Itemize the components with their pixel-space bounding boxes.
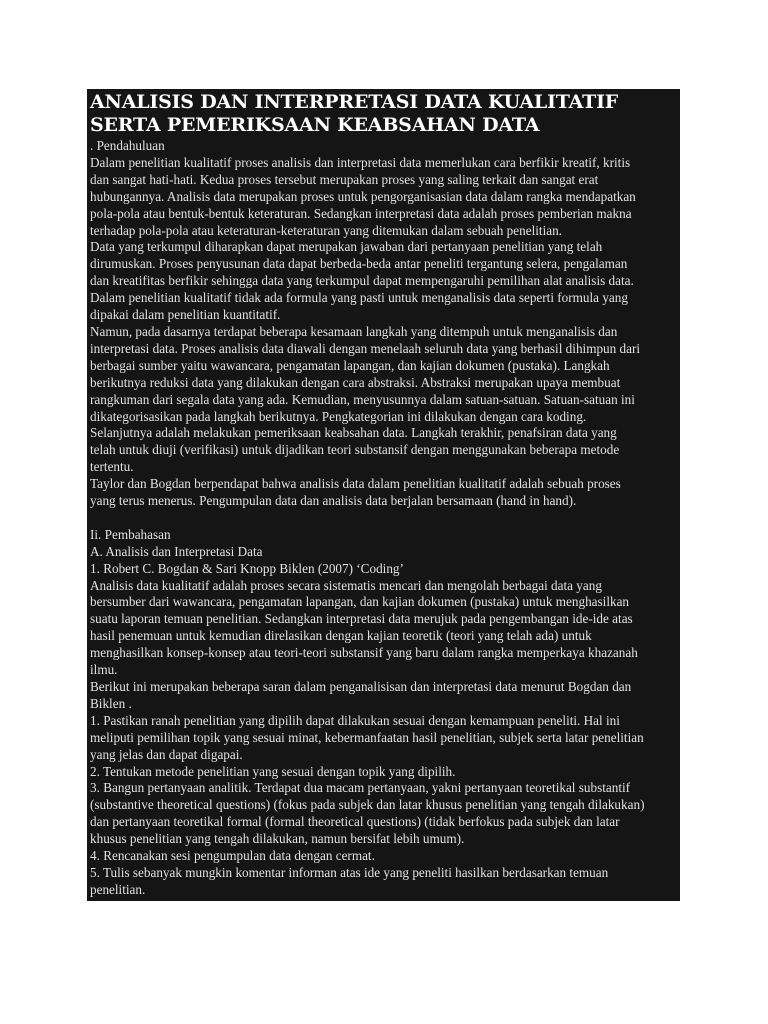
document-line: Analisis data kualitatif adalah proses secara sistematis mencari dan mengolah berbagai data yang: [90, 577, 602, 593]
document-line: Taylor dan Bogdan berpendapat bahwa analisis data dalam penelitian kualitatif adalah sebuah proses: [90, 476, 621, 492]
document-body: [90, 138, 677, 899]
document-line: Selanjutnya adalah melakukan pemeriksaan keabsahan data. Langkah terakhir, penafsiran data yang: [90, 425, 617, 441]
document-line: meliputi pemilihan topik yang sesuai minat, kebermanfaatan hasil penelitian, subjek serta latar penelitian: [90, 729, 644, 745]
document-line: berbagai sumber yaitu wawancara, pengamatan lapangan, dan kajian dokumen (pustaka). Langkah: [90, 357, 610, 373]
document-line: Namun, pada dasarnya terdapat beberapa kesamaan langkah yang ditempuh untuk menganalisis dan: [90, 323, 618, 339]
document-line: pola-pola atau bentuk-bentuk keteraturan. Sedangkan interpretasi data adalah proses pemberian makna: [90, 205, 632, 221]
document-line: bersumber dari wawancara, pengamatan lapangan, dan kajian dokumen (pustaka) untuk menghasilkan: [90, 594, 630, 610]
document-line: hubungannya. Analisis data merupakan proses untuk pengorganisasian data dalam rangka mendapatkan: [90, 188, 636, 204]
document-line: Berikut ini merupakan beberapa saran dalam penganalisisan dan interpretasi data menurut Bogdan dan: [90, 678, 632, 694]
document-line: dan pertanyaan teoretikal formal (formal theoretical questions) (tidak berfokus pada subjek dan latar: [90, 814, 620, 830]
document-panel: [87, 89, 680, 901]
document-line: Data yang terkumpul diharapkan dapat merupakan jawaban dari pertanyaan penelitian yang telah: [90, 239, 603, 255]
document-line: dirumuskan. Proses penyusunan data dapat berbeda-beda antar peneliti tergantung selera, pengalaman: [90, 256, 628, 272]
document-line: dikategorisasikan pada langkah berikutnya. Pengkategorian ini dilakukan dengan cara koding.: [90, 408, 587, 424]
document-line: terhadap pola-pola atau keteraturan-keteraturan yang ditemukan dalam sebuah penelitian.: [90, 222, 562, 238]
document-line: dipakai dalam penelitian kuantitatif.: [90, 307, 281, 323]
document-line: Dalam penelitian kualitatif proses analisis dan interpretasi data memerlukan cara berfikir kreatif, kritis: [90, 154, 631, 170]
document-line: tertentu.: [90, 459, 134, 475]
document-line: 3. Bangun pertanyaan analitik. Terdapat dua macam pertanyaan, yakni pertanyaan teoretikal substantif: [90, 780, 631, 796]
document-title: ANALISIS DAN INTERPRETASI DATA KUALITATIF SERTA PEMERIKSAAN KEABSAHAN DATA: [90, 91, 619, 136]
document-line: 1. Pastikan ranah penelitian yang dipilih dapat dilakukan sesuai dengan kemampuan peneliti. Hal ini: [90, 712, 620, 728]
document-line: Ii. Pembahasan: [90, 526, 171, 542]
document-line: 2. Tentukan metode penelitian yang sesuai dengan topik yang dipilih.: [90, 763, 456, 779]
document-line: dan sangat hati-hati. Kedua proses tersebut merupakan proses yang saling terkait dan sangat erat: [90, 171, 599, 187]
document-line: ilmu.: [90, 662, 118, 678]
document-line: berikutnya reduksi data yang dilakukan dengan cara abstraksi. Abstraksi merupakan upaya membuat: [90, 374, 621, 390]
document-line: dan kreatifitas berfikir sehingga data yang terkumpul dapat mempengaruhi pemilihan alat analisis data.: [90, 273, 634, 289]
document-line: 5. Tulis sebanyak mungkin komentar informan atas ide yang peneliti hasilkan berdasarkan temuan: [90, 864, 609, 880]
document-line: (substantive theoretical questions) (fokus pada subjek dan latar khusus penelitian yang tengah dilakukan): [90, 797, 645, 813]
document-line: Dalam penelitian kualitatif tidak ada formula yang pasti untuk menganalisis data seperti formula yang: [90, 290, 628, 306]
document-line: [90, 510, 677, 527]
document-line: telah untuk diuji (verifikasi) untuk dijadikan teori substansif dengan menggunakan beberapa metode: [90, 442, 620, 458]
document-line: yang jelas dan dapat digapai.: [90, 746, 243, 762]
document-line: A. Analisis dan Interpretasi Data: [90, 543, 263, 559]
document-line: hasil penemuan untuk kemudian direlasikan dengan kajian teoretik (teori yang telah ada) untuk: [90, 628, 592, 644]
document-line: 4. Rencanakan sesi pengumpulan data dengan cermat.: [90, 848, 375, 864]
document-line: penelitian.: [90, 881, 146, 897]
document-line: . Pendahuluan: [90, 138, 165, 153]
document-line: khusus penelitian yang tengah dilakukan, namun bersifat lebih umum).: [90, 831, 465, 847]
document-line: interpretasi data. Proses analisis data diawali dengan menelaah seluruh data yang berhasil dihimpun dari: [90, 340, 641, 356]
document-line: Biklen .: [90, 695, 132, 711]
document-line: menghasilkan konsep-konsep atau teori-teori substansif yang baru dalam rangka memperkaya khazanah: [90, 645, 638, 661]
document-line: suatu laporan temuan penelitian. Sedangkan interpretasi data merujuk pada pengembangan ide-ide atas: [90, 611, 633, 627]
document-line: 1. Robert C. Bogdan & Sari Knopp Biklen (2007) ‘Coding’: [90, 560, 404, 576]
document-line: yang terus menerus. Pengumpulan data dan analisis data berjalan bersamaan (hand in hand).: [90, 493, 577, 509]
document-line: rangkuman dari segala data yang ada. Kemudian, menyusunnya dalam satuan-satuan. Satuan-satuan ini: [90, 391, 635, 407]
